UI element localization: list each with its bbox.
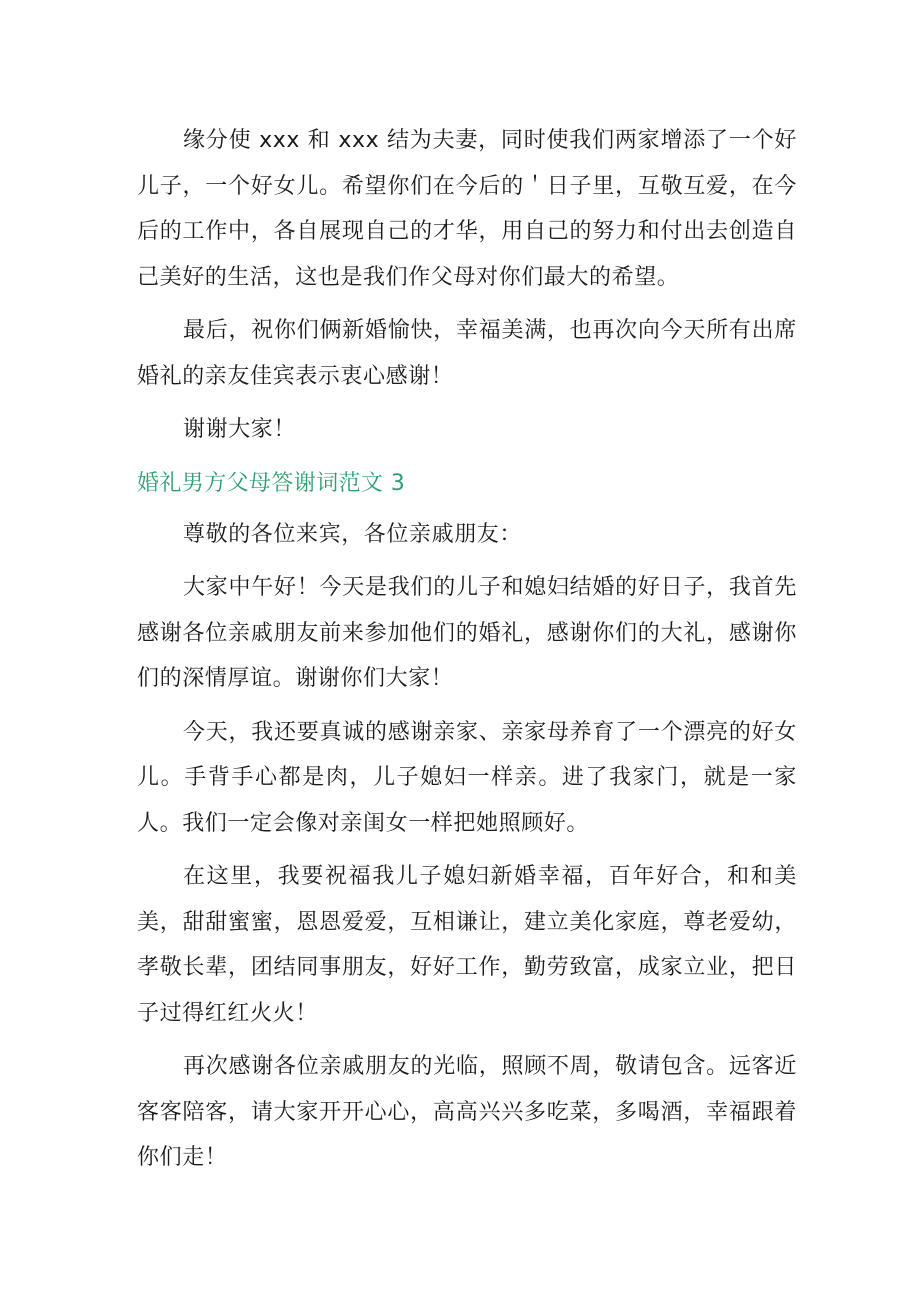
paragraph: 尊敬的各位来宾，各位亲戚朋友： xyxy=(183,521,523,547)
paragraph: 今天，我还要真诚的感谢亲家、亲家母养育了一个漂亮的好女儿。手背手心都是肉，儿子媳妇一样亲。进了我家门，就是一家人。我们一定会像对亲闺女一样把她照顾好。 xyxy=(137,719,797,836)
paragraph: 再次感谢各位亲戚朋友的光临，照顾不周，敬请包含。远客近客客陪客，请大家开开心心，高高兴兴多吃菜，多喝酒，幸福跟着你们走！ xyxy=(137,1054,797,1170)
paragraph: 大家中午好！今天是我们的儿子和媳妇结婚的好日子，我首先感谢各位亲戚朋友前来参加他们的婚礼，感谢你们的大礼，感谢你们的深情厚谊。谢谢你们大家！ xyxy=(137,575,797,691)
paragraph: 最后，祝你们俩新婚愉快，幸福美满，也再次向今天所有出席婚礼的亲友佳宾表示衷心感谢！ xyxy=(137,318,797,389)
section-heading: 婚礼男方父母答谢词范文 3 xyxy=(137,470,406,496)
paragraph: 谢谢大家！ xyxy=(183,417,297,442)
document-body xyxy=(137,118,797,1189)
paragraph: 在这里，我要祝福我儿子媳妇新婚幸福，百年好合，和和美美，甜甜蜜蜜，恩恩爱爱，互相谦让，建立美化家庭，尊老爱幼，孝敬长辈，团结同事朋友，好好工作，勤劳致富，成家立业，把日子过得红红火火！ xyxy=(137,864,797,1026)
paragraph: 缘分使 xxx 和 xxx 结为夫妻，同时使我们两家增添了一个好儿子，一个好女儿。希望你们在今后的＇日子里，互敬互爱，在今后的工作中，各自展现自己的才华，用自己的努力和付出去创造自己美好的生活，这也是我们作父母对你们最大的希望。 xyxy=(137,128,797,290)
